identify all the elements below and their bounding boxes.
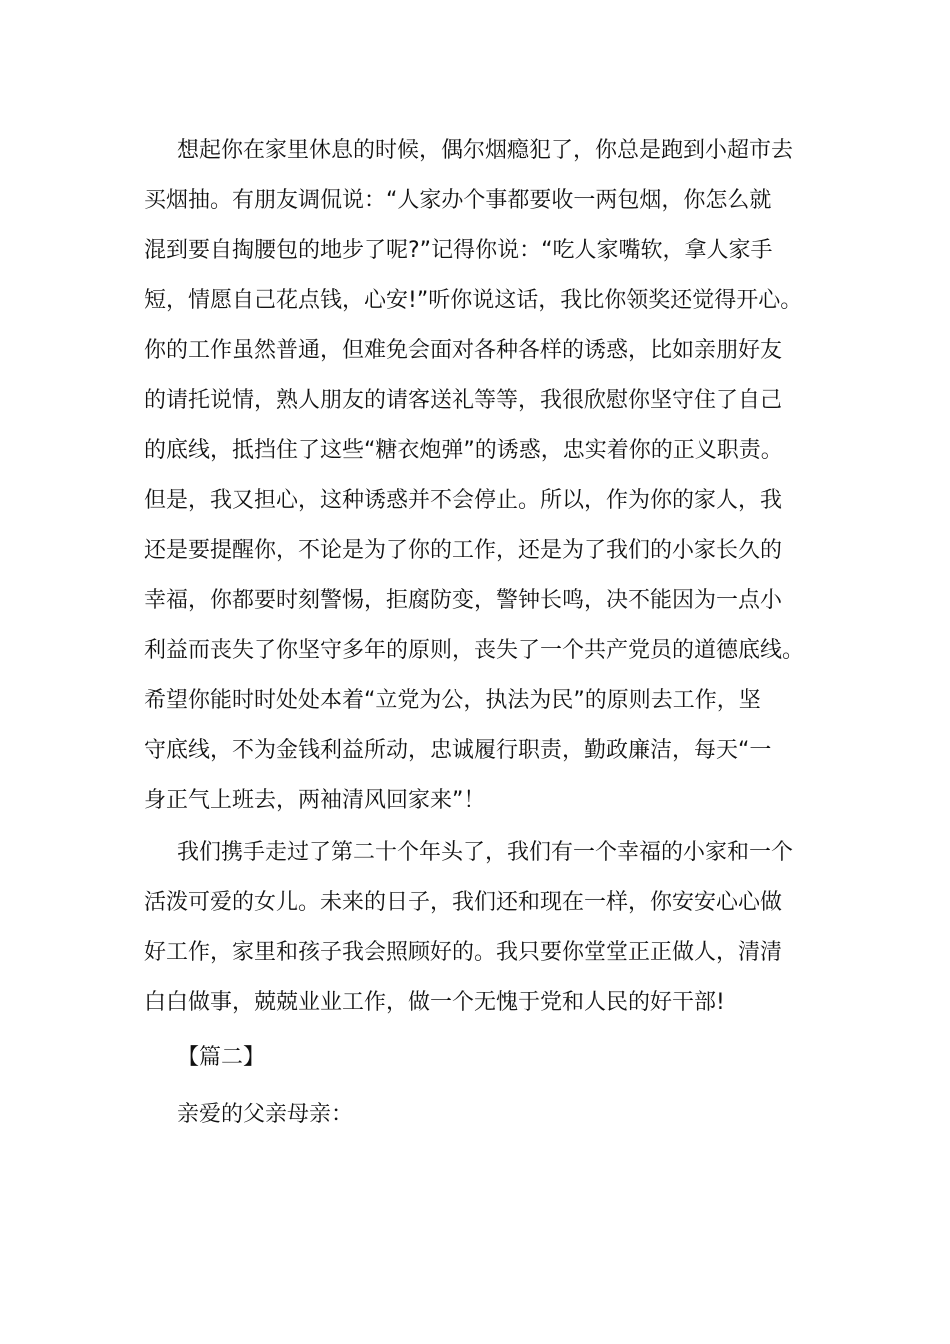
paragraph-2-line-2: 活泼可爱的女儿。未来的日子，我们还和现在一样，你安安心心做 — [144, 890, 783, 915]
paragraph-1-line-6: 的请托说情，熟人朋友的请客送礼等等，我很欣慰你坚守住了自己 — [144, 388, 783, 413]
salutation: 亲爱的父亲母亲： — [177, 1102, 354, 1127]
paragraph-1-line-4: 短，情愿自己花点钱，心安!”听你说这话，我比你领奖还觉得开心。 — [144, 288, 803, 313]
paragraph-1-line-7: 的底线，抵挡住了这些“糖衣炮弹”的诱惑，忠实着你的正义职责。 — [144, 438, 783, 463]
paragraph-1-line-10: 幸福，你都要时刻警惕，拒腐防变，警钟长鸣，决不能因为一点小 — [144, 588, 783, 613]
paragraph-1-line-8: 但是，我又担心，这种诱惑并不会停止。所以，作为你的家人，我 — [144, 488, 783, 513]
paragraph-2-line-4: 白白做事，兢兢业业工作，做一个无愧于党和人民的好干部! — [144, 990, 725, 1015]
paragraph-1-line-2: 买烟抽。有朋友调侃说：“人家办个事都要收一两包烟，你怎么就 — [144, 188, 772, 213]
paragraph-1-line-12: 希望你能时时处处本着“立党为公，执法为民”的原则去工作，坚 — [144, 688, 761, 713]
paragraph-1-line-14: 身正气上班去，两袖清风回家来”！ — [144, 788, 486, 813]
paragraph-1-line-11: 利益而丧失了你坚守多年的原则，丧失了一个共产党员的道德底线。 — [144, 638, 805, 663]
paragraph-2-line-1: 我们携手走过了第二十个年头了，我们有一个幸福的小家和一个 — [177, 840, 794, 865]
paragraph-1-line-9: 还是要提醒你，不论是为了你的工作，还是为了我们的小家长久的 — [144, 538, 783, 563]
paragraph-2-line-3: 好工作，家里和孩子我会照顾好的。我只要你堂堂正正做人，清清 — [144, 940, 783, 965]
paragraph-1-line-5: 你的工作虽然普通，但难免会面对各种各样的诱惑，比如亲朋好友 — [144, 338, 783, 363]
paragraph-1-line-3: 混到要自掏腰包的地步了呢?”记得你说：“吃人家嘴软，拿人家手 — [144, 238, 773, 263]
paragraph-1-line-1: 想起你在家里休息的时候，偶尔烟瘾犯了，你总是跑到小超市去 — [177, 138, 794, 163]
paragraph-1-line-13: 守底线，不为金钱利益所动，忠诚履行职责，勤政廉洁，每天“一 — [144, 738, 772, 763]
section-heading: 【篇二】 — [177, 1045, 266, 1070]
